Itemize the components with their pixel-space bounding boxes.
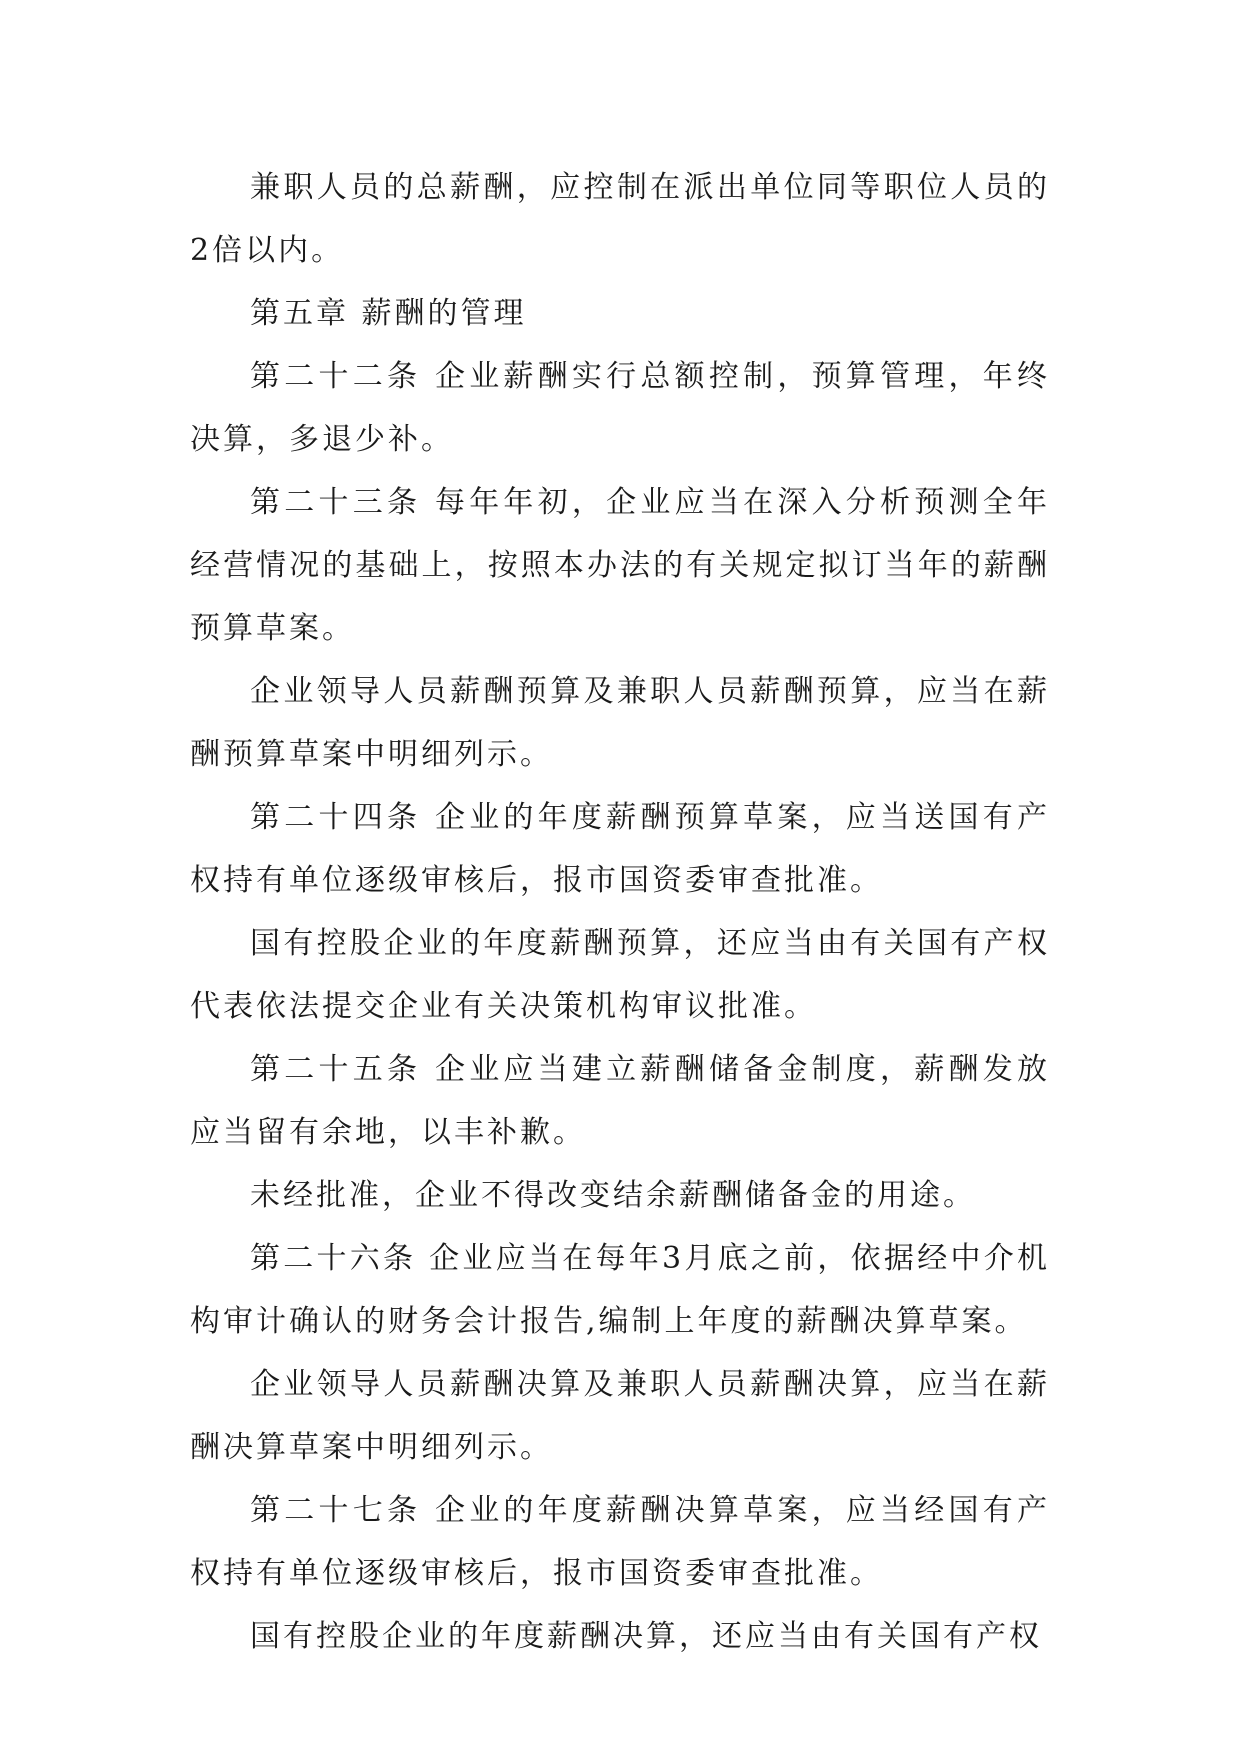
paragraph-holding-budget: 国有控股企业的年度薪酬预算，还应当由有关国有产权代表依法提交企业有关决策机构审议批准。 [190, 926, 1050, 1024]
paragraph-reserve-use: 未经批准，企业不得改变结余薪酬储备金的用途。 [250, 1178, 976, 1213]
document-page [190, 156, 1050, 1668]
article-27: 第二十七条 企业的年度薪酬决算草案，应当经国有产权持有单位逐级审核后，报市国资委审查批准。 [190, 1493, 1050, 1591]
article-24: 第二十四条 企业的年度薪酬预算草案，应当送国有产权持有单位逐级审核后，报市国资委审查批准。 [190, 800, 1050, 898]
paragraph-budget-detail: 企业领导人员薪酬预算及兼职人员薪酬预算，应当在薪酬预算草案中明细列示。 [190, 674, 1050, 772]
paragraph-final-accounts-detail: 企业领导人员薪酬决算及兼职人员薪酬决算，应当在薪酬决算草案中明细列示。 [190, 1367, 1050, 1465]
article-26: 第二十六条 企业应当在每年3月底之前，依据经中介机构审计确认的财务会计报告,编制上年度的薪酬决算草案。 [190, 1241, 1050, 1339]
article-23: 第二十三条 每年年初，企业应当在深入分析预测全年经营情况的基础上，按照本办法的有关规定拟订当年的薪酬预算草案。 [190, 485, 1050, 646]
article-25: 第二十五条 企业应当建立薪酬储备金制度，薪酬发放应当留有余地，以丰补歉。 [190, 1052, 1050, 1150]
paragraph-part-time-salary: 兼职人员的总薪酬，应控制在派出单位同等职位人员的2倍以内。 [190, 170, 1050, 268]
article-22: 第二十二条 企业薪酬实行总额控制，预算管理，年终决算，多退少补。 [190, 359, 1050, 457]
paragraph-holding-final-accounts: 国有控股企业的年度薪酬决算，还应当由有关国有产权 [250, 1619, 1042, 1654]
chapter-heading: 第五章 薪酬的管理 [250, 296, 527, 331]
